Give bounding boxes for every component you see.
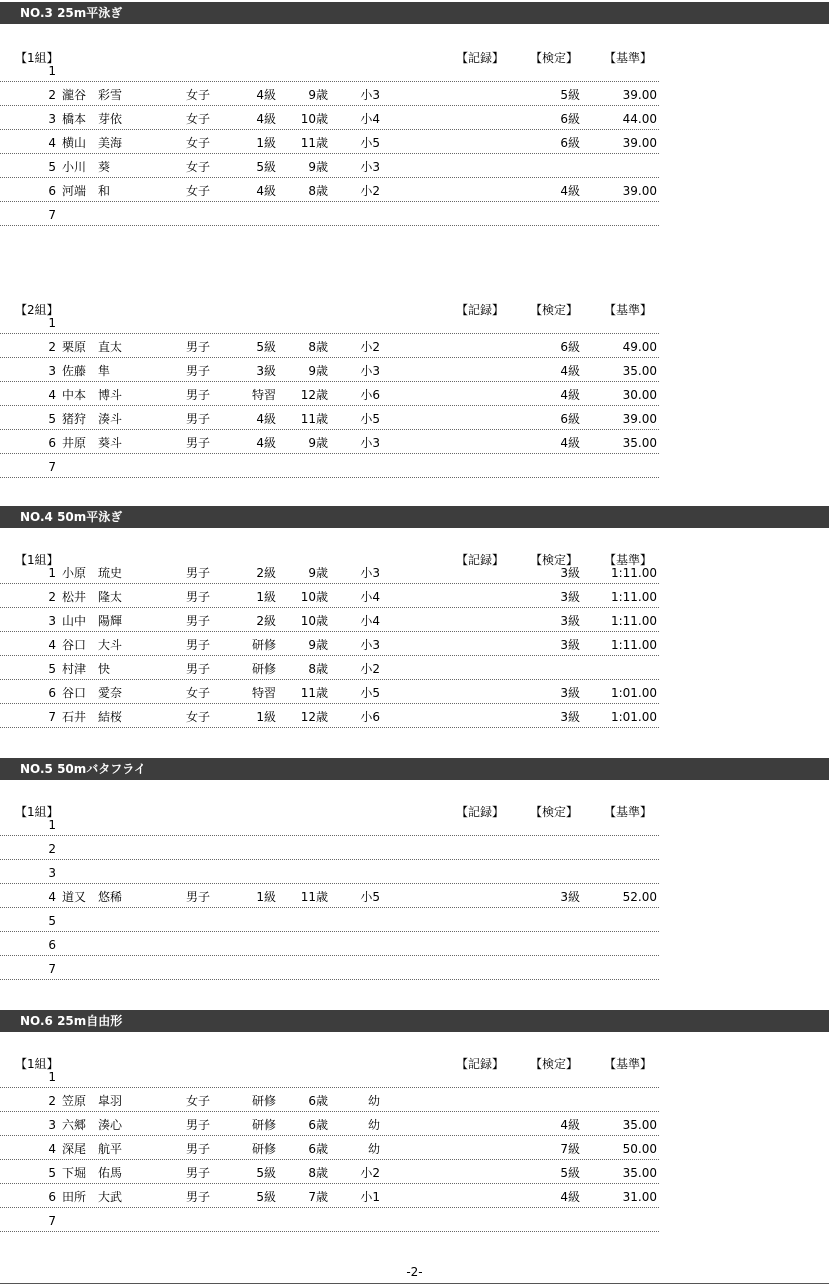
cell-std: 35.00	[622, 1118, 657, 1132]
cell-chk: 3級	[560, 890, 580, 904]
cell-lane: 2	[48, 88, 56, 102]
cell-chk: 6級	[560, 112, 580, 126]
cell-sch: 小6	[360, 388, 380, 402]
cell-cls: 4級	[256, 184, 276, 198]
cell-sch: 幼	[367, 1118, 380, 1132]
cell-chk: 4級	[560, 1190, 580, 1204]
table-row	[0, 1064, 659, 1088]
cell-cls: 研修	[251, 1118, 276, 1132]
cell-name: 六郷 湊心	[62, 1118, 123, 1132]
cell-lane: 2	[48, 842, 56, 856]
cell-sex: 男子	[186, 890, 211, 904]
table-row	[0, 884, 659, 908]
cell-name: 横山 美海	[62, 136, 123, 150]
event-title-bar: NO.3 25m平泳ぎ	[0, 2, 829, 24]
cell-lane: 6	[48, 184, 56, 198]
column-header-record: 【記録】	[456, 805, 505, 819]
table-row	[0, 130, 659, 154]
cell-lane: 3	[48, 866, 56, 880]
table-row	[0, 1160, 659, 1184]
cell-cls: 3級	[256, 364, 276, 378]
cell-sex: 男子	[186, 614, 211, 628]
cell-sch: 小3	[360, 566, 380, 580]
column-header-record: 【記録】	[456, 553, 505, 567]
cell-std: 1:11.00	[610, 590, 657, 604]
table-row	[0, 334, 659, 358]
cell-lane: 1	[48, 316, 56, 330]
cell-sex: 男子	[186, 590, 211, 604]
cell-chk: 3級	[560, 686, 580, 700]
cell-chk: 4級	[560, 184, 580, 198]
cell-std: 35.00	[622, 364, 657, 378]
cell-name: 谷口 大斗	[62, 638, 123, 652]
cell-std: 49.00	[622, 340, 657, 354]
cell-name: 山中 陽輝	[62, 614, 123, 628]
cell-cls: 5級	[256, 160, 276, 174]
cell-lane: 1	[48, 566, 56, 580]
cell-chk: 3級	[560, 638, 580, 652]
cell-cls: 2級	[256, 614, 276, 628]
table-row	[0, 656, 659, 680]
cell-cls: 4級	[256, 88, 276, 102]
table-row	[0, 836, 659, 860]
cell-sch: 小5	[360, 136, 380, 150]
table-row	[0, 860, 659, 884]
column-header-record: 【記録】	[456, 1057, 505, 1071]
cell-chk: 3級	[560, 710, 580, 724]
cell-name: 中本 博斗	[62, 388, 123, 402]
event-title-bar: NO.5 50mバタフライ	[0, 758, 829, 780]
cell-sch: 小4	[360, 614, 380, 628]
cell-cls: 5級	[256, 1190, 276, 1204]
table-row	[0, 1112, 659, 1136]
cell-cls: 研修	[251, 1142, 276, 1156]
cell-sex: 男子	[186, 638, 211, 652]
cell-cls: 1級	[256, 890, 276, 904]
table-row	[0, 382, 659, 406]
cell-name: 道又 悠稀	[62, 890, 123, 904]
event-title-bar: NO.6 25m自由形	[0, 1010, 829, 1032]
cell-cls: 5級	[256, 1166, 276, 1180]
cell-lane: 6	[48, 1190, 56, 1204]
cell-lane: 3	[48, 112, 56, 126]
column-header-check: 【検定】	[530, 553, 579, 567]
group-label: 【1組】	[15, 553, 59, 567]
cell-sch: 小3	[360, 88, 380, 102]
cell-std: 52.00	[622, 890, 657, 904]
table-row	[0, 58, 659, 82]
cell-chk: 4級	[560, 1118, 580, 1132]
cell-sch: 小3	[360, 436, 380, 450]
cell-age: 11歳	[300, 412, 328, 426]
cell-std: 1:11.00	[610, 566, 657, 580]
cell-age: 9歳	[308, 88, 328, 102]
cell-std: 1:11.00	[610, 638, 657, 652]
table-row	[0, 202, 659, 226]
cell-age: 11歳	[300, 136, 328, 150]
cell-chk: 6級	[560, 136, 580, 150]
cell-sex: 男子	[186, 1190, 211, 1204]
cell-cls: 4級	[256, 412, 276, 426]
table-row	[0, 584, 659, 608]
cell-age: 12歳	[300, 388, 328, 402]
cell-age: 6歳	[308, 1094, 328, 1108]
cell-sex: 女子	[186, 686, 211, 700]
cell-age: 9歳	[308, 436, 328, 450]
table-row	[0, 560, 659, 584]
cell-cls: 研修	[251, 638, 276, 652]
cell-sch: 小2	[360, 184, 380, 198]
cell-sex: 男子	[186, 364, 211, 378]
cell-lane: 5	[48, 412, 56, 426]
cell-sch: 小4	[360, 590, 380, 604]
cell-age: 12歳	[300, 710, 328, 724]
cell-cls: 研修	[251, 1094, 276, 1108]
cell-lane: 1	[48, 64, 56, 78]
cell-sch: 小2	[360, 340, 380, 354]
cell-sch: 小3	[360, 364, 380, 378]
cell-lane: 4	[48, 890, 56, 904]
cell-sex: 男子	[186, 412, 211, 426]
cell-cls: 1級	[256, 710, 276, 724]
cell-lane: 7	[48, 460, 56, 474]
cell-std: 1:11.00	[610, 614, 657, 628]
cell-name: 猪狩 湊斗	[62, 412, 123, 426]
cell-cls: 特習	[251, 388, 276, 402]
cell-age: 8歳	[308, 662, 328, 676]
cell-chk: 6級	[560, 412, 580, 426]
cell-name: 井原 葵斗	[62, 436, 123, 450]
cell-age: 9歳	[308, 364, 328, 378]
cell-age: 6歳	[308, 1118, 328, 1132]
column-header-check: 【検定】	[530, 1057, 579, 1071]
cell-sex: 男子	[186, 436, 211, 450]
cell-name: 村津 快	[62, 662, 111, 676]
cell-std: 35.00	[622, 436, 657, 450]
cell-age: 9歳	[308, 160, 328, 174]
cell-sch: 小6	[360, 710, 380, 724]
table-row	[0, 358, 659, 382]
table-row	[0, 812, 659, 836]
cell-cls: 2級	[256, 566, 276, 580]
cell-chk: 3級	[560, 590, 580, 604]
cell-lane: 3	[48, 364, 56, 378]
table-row	[0, 956, 659, 980]
column-header-standard: 【基準】	[604, 1057, 653, 1071]
cell-sch: 小5	[360, 412, 380, 426]
cell-std: 50.00	[622, 1142, 657, 1156]
cell-cls: 4級	[256, 112, 276, 126]
cell-sex: 男子	[186, 340, 211, 354]
cell-chk: 3級	[560, 614, 580, 628]
cell-cls: 研修	[251, 662, 276, 676]
cell-lane: 4	[48, 388, 56, 402]
table-row	[0, 406, 659, 430]
cell-lane: 7	[48, 710, 56, 724]
column-header-standard: 【基準】	[604, 303, 653, 317]
table-row	[0, 106, 659, 130]
cell-sch: 小3	[360, 160, 380, 174]
cell-lane: 5	[48, 662, 56, 676]
cell-std: 30.00	[622, 388, 657, 402]
table-row	[0, 178, 659, 202]
cell-sch: 小5	[360, 890, 380, 904]
cell-lane: 1	[48, 818, 56, 832]
column-header-record: 【記録】	[456, 51, 505, 65]
cell-chk: 3級	[560, 566, 580, 580]
cell-lane: 7	[48, 208, 56, 222]
table-row	[0, 1136, 659, 1160]
cell-lane: 4	[48, 136, 56, 150]
cell-lane: 7	[48, 1214, 56, 1228]
cell-std: 44.00	[622, 112, 657, 126]
cell-sex: 女子	[186, 88, 211, 102]
group-label: 【1組】	[15, 805, 59, 819]
cell-lane: 5	[48, 914, 56, 928]
cell-age: 7歳	[308, 1190, 328, 1204]
cell-std: 39.00	[622, 136, 657, 150]
cell-chk: 4級	[560, 388, 580, 402]
cell-age: 8歳	[308, 184, 328, 198]
cell-chk: 4級	[560, 364, 580, 378]
cell-lane: 2	[48, 590, 56, 604]
cell-age: 11歳	[300, 890, 328, 904]
table-row	[0, 608, 659, 632]
table-row	[0, 454, 659, 478]
cell-sch: 小4	[360, 112, 380, 126]
cell-lane: 4	[48, 1142, 56, 1156]
cell-sex: 男子	[186, 1142, 211, 1156]
table-row	[0, 1208, 659, 1232]
cell-name: 笠原 皐羽	[62, 1094, 123, 1108]
cell-std: 39.00	[622, 184, 657, 198]
cell-sex: 男子	[186, 1166, 211, 1180]
cell-sex: 女子	[186, 184, 211, 198]
cell-lane: 5	[48, 1166, 56, 1180]
cell-sex: 女子	[186, 160, 211, 174]
cell-std: 35.00	[622, 1166, 657, 1180]
cell-name: 田所 大武	[62, 1190, 123, 1204]
event-title-bar: NO.4 50m平泳ぎ	[0, 506, 829, 528]
table-row	[0, 1088, 659, 1112]
table-row	[0, 908, 659, 932]
table-row	[0, 632, 659, 656]
cell-sch: 小5	[360, 686, 380, 700]
cell-name: 佐藤 隼	[62, 364, 111, 378]
cell-lane: 6	[48, 436, 56, 450]
cell-std: 31.00	[622, 1190, 657, 1204]
cell-lane: 3	[48, 1118, 56, 1132]
cell-cls: 1級	[256, 590, 276, 604]
cell-sex: 男子	[186, 566, 211, 580]
cell-name: 橋本 芽依	[62, 112, 123, 126]
column-header-check: 【検定】	[530, 51, 579, 65]
cell-age: 9歳	[308, 638, 328, 652]
group-label: 【1組】	[15, 51, 59, 65]
column-header-standard: 【基準】	[604, 805, 653, 819]
cell-lane: 3	[48, 614, 56, 628]
group-label: 【1組】	[15, 1057, 59, 1071]
cell-lane: 7	[48, 962, 56, 976]
column-header-record: 【記録】	[456, 303, 505, 317]
cell-sex: 男子	[186, 662, 211, 676]
cell-lane: 1	[48, 1070, 56, 1084]
cell-lane: 2	[48, 1094, 56, 1108]
cell-age: 9歳	[308, 566, 328, 580]
cell-age: 10歳	[300, 614, 328, 628]
page-number: -2-	[406, 1265, 423, 1279]
cell-name: 瀧谷 彩雪	[62, 88, 123, 102]
cell-name: 松井 隆太	[62, 590, 123, 604]
cell-chk: 5級	[560, 88, 580, 102]
cell-sex: 女子	[186, 112, 211, 126]
cell-cls: 4級	[256, 436, 276, 450]
cell-age: 6歳	[308, 1142, 328, 1156]
column-header-check: 【検定】	[530, 805, 579, 819]
group-label: 【2組】	[15, 303, 59, 317]
table-row	[0, 704, 659, 728]
column-header-check: 【検定】	[530, 303, 579, 317]
cell-age: 10歳	[300, 590, 328, 604]
page-footer	[0, 1264, 829, 1284]
column-header-standard: 【基準】	[604, 553, 653, 567]
cell-name: 下堀 佑馬	[62, 1166, 123, 1180]
cell-chk: 4級	[560, 436, 580, 450]
cell-lane: 6	[48, 686, 56, 700]
cell-std: 39.00	[622, 88, 657, 102]
cell-age: 8歳	[308, 340, 328, 354]
table-row	[0, 1184, 659, 1208]
table-row	[0, 932, 659, 956]
cell-sex: 女子	[186, 1094, 211, 1108]
cell-std: 1:01.00	[610, 710, 657, 724]
cell-sch: 小2	[360, 1166, 380, 1180]
cell-lane: 6	[48, 938, 56, 952]
cell-name: 小川 葵	[62, 160, 111, 174]
cell-sch: 幼	[367, 1142, 380, 1156]
cell-lane: 4	[48, 638, 56, 652]
cell-sch: 小3	[360, 638, 380, 652]
cell-sex: 男子	[186, 1118, 211, 1132]
cell-name: 石井 結桜	[62, 710, 123, 724]
cell-cls: 特習	[251, 686, 276, 700]
cell-cls: 1級	[256, 136, 276, 150]
cell-name: 小原 琉史	[62, 566, 123, 580]
table-row	[0, 82, 659, 106]
cell-lane: 2	[48, 340, 56, 354]
cell-sch: 幼	[367, 1094, 380, 1108]
cell-lane: 5	[48, 160, 56, 174]
table-row	[0, 154, 659, 178]
cell-age: 11歳	[300, 686, 328, 700]
cell-chk: 5級	[560, 1166, 580, 1180]
cell-name: 谷口 愛奈	[62, 686, 123, 700]
cell-std: 1:01.00	[610, 686, 657, 700]
column-header-standard: 【基準】	[604, 51, 653, 65]
cell-chk: 6級	[560, 340, 580, 354]
cell-sex: 女子	[186, 136, 211, 150]
table-row	[0, 310, 659, 334]
table-row	[0, 430, 659, 454]
cell-name: 河端 和	[62, 184, 111, 198]
table-row	[0, 680, 659, 704]
cell-std: 39.00	[622, 412, 657, 426]
cell-chk: 7級	[560, 1142, 580, 1156]
cell-name: 栗原 直太	[62, 340, 123, 354]
cell-sex: 男子	[186, 388, 211, 402]
cell-sch: 小1	[360, 1190, 380, 1204]
cell-age: 8歳	[308, 1166, 328, 1180]
cell-sch: 小2	[360, 662, 380, 676]
cell-age: 10歳	[300, 112, 328, 126]
cell-cls: 5級	[256, 340, 276, 354]
cell-name: 深尾 航平	[62, 1142, 123, 1156]
cell-sex: 女子	[186, 710, 211, 724]
